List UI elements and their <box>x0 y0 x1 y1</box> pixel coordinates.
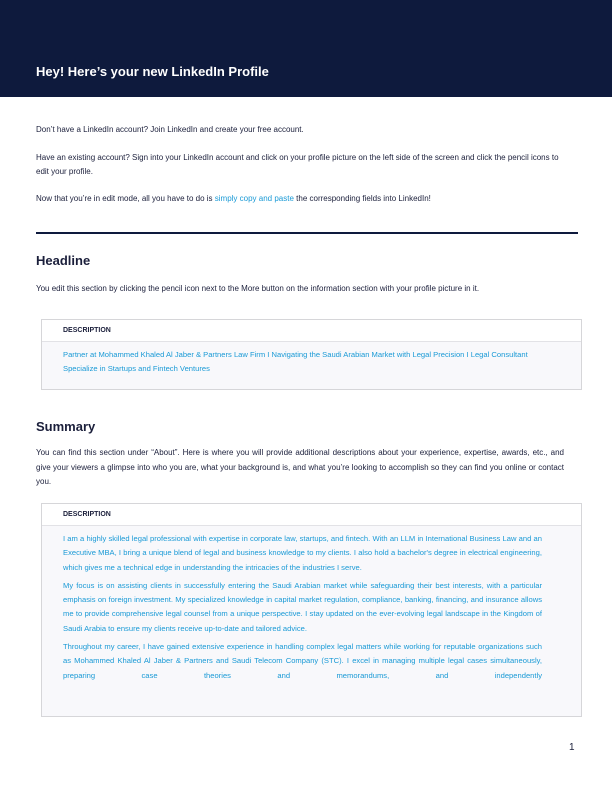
summary-paragraph: Throughout my career, I have gained extensive experience in handling complex legal matters while working for reputable organizations such as Mohammed Khaled Al Jaber & Partners and Saudi Telecom Company (STC). I excel in managing multiple legal cases simultaneously, preparing case theories and memorandums, and independently <box>63 642 542 680</box>
intro-join-text: Don’t have a LinkedIn account? Join LinkedIn and create your free account. <box>36 125 304 134</box>
headline-description-label: DESCRIPTION <box>42 320 581 342</box>
summary-heading: Summary <box>36 419 96 434</box>
headline-heading: Headline <box>36 253 91 268</box>
summary-description-body <box>42 526 581 693</box>
headline-description-box <box>41 319 582 390</box>
page-number: 1 <box>569 742 575 753</box>
intro-signin-text: Have an existing account? Sign into your LinkedIn account and click on your profile picture on the left side of the screen and click the pencil icons to edit your profile. <box>36 153 559 176</box>
section-divider <box>36 232 578 234</box>
page-title: Hey! Here’s your new LinkedIn Profile <box>36 64 269 79</box>
headline-instructions: You edit this section by clicking the pencil icon next to the More button on the information section with your profile picture in it. <box>36 284 480 293</box>
copy-paste-highlight: simply copy and paste <box>214 194 294 203</box>
headline-text: Partner at Mohammed Khaled Al Jaber & Partners Law Firm I Navigating the Saudi Arabian Market with Legal Precision I Legal Consultant Specialize in Startups and Fintech Ventures <box>63 350 528 374</box>
summary-paragraph: My focus is on assisting clients in successfully entering the Saudi Arabian market while safeguarding their best interests, with a particular emphasis on foreign investment. My specialized knowledge in capital market regulation, compliance, banking, financing, and insurance allows me to provide comprehensive legal counsel from a unique perspective. I stay updated on the ever-evolving legal landscape in the Kingdom of Saudi Arabia to ensure my clients receive up-to-date and tailored advice. <box>63 580 542 633</box>
intro-edit-text <box>36 192 566 206</box>
headline-description-body <box>42 342 581 389</box>
summary-description-label: DESCRIPTION <box>42 504 581 526</box>
intro-edit-after: the corresponding fields into LinkedIn! <box>293 194 431 203</box>
summary-instructions: You can find this section under “About”. Here is where you will provide additional descriptions about your experience, expertise, awards, etc., and give your viewers a glimpse into who you are, what your background is, and what you’re looking to accomplish so they can find you online or contact you. <box>36 448 564 486</box>
summary-paragraph: I am a highly skilled legal professional with expertise in corporate law, startups, and fintech. With an LLM in International Business Law and an Executive MBA, I bring a unique blend of legal and business knowledge to my clients. I also hold a bachelor's degree in electrical engineering, which gives me a technical edge in understanding the intricacies of the industries I serve. <box>63 534 542 572</box>
intro-edit-before: Now that you’re in edit mode, all you have to do is <box>36 194 215 203</box>
page-header <box>0 0 612 97</box>
summary-description-box <box>41 503 582 717</box>
